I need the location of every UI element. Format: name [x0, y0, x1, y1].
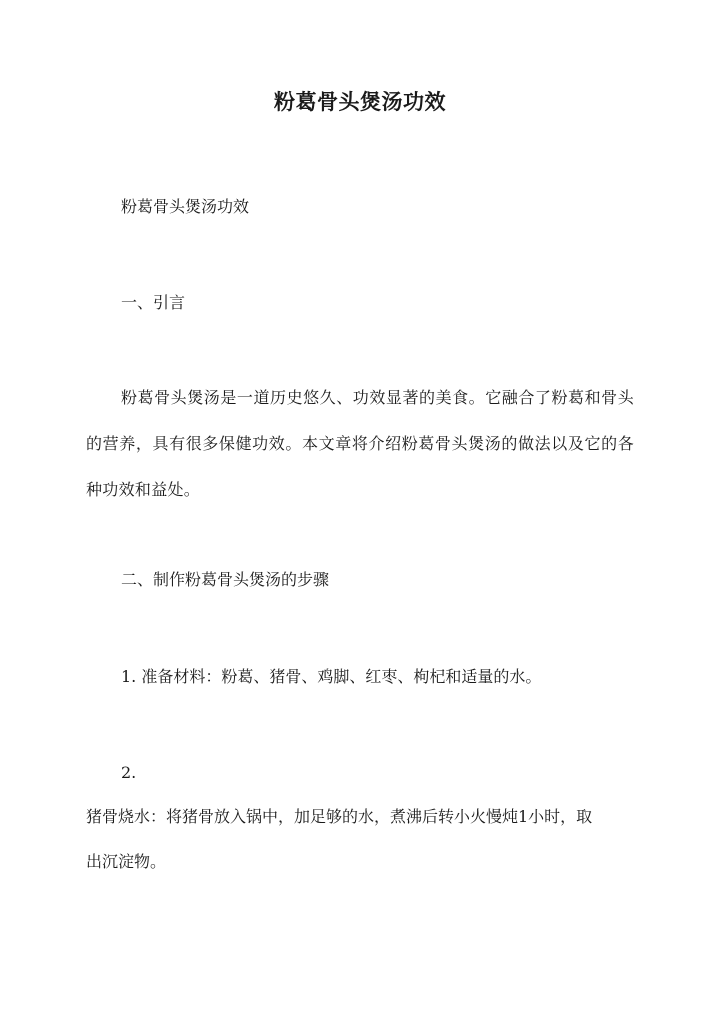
- document-subtitle: 粉葛骨头煲汤功效: [121, 197, 250, 216]
- step-1: 1. 准备材料：粉葛、猪骨、鸡脚、红枣、枸杞和适量的水。: [121, 667, 542, 686]
- document-title: 粉葛骨头煲汤功效: [274, 89, 446, 114]
- section-heading-introduction: 一、引言: [121, 293, 186, 312]
- section-heading-steps: 二、制作粉葛骨头煲汤的步骤: [121, 570, 330, 589]
- step-2-number: 2.: [121, 763, 137, 782]
- intro-paragraph: 粉葛骨头煲汤是一道历史悠久、功效显著的美食。它融合了粉葛和骨头的营养，具有很多保健功效。本文章将介绍粉葛骨头煲汤的做法以及它的各种功效和益处。: [86, 388, 634, 499]
- step-2-line-2: 出沉淀物。: [86, 852, 167, 871]
- step-2-line-1: 猪骨烧水：将猪骨放入锅中，加足够的水，煮沸后转小火慢炖1小时，取: [86, 807, 593, 826]
